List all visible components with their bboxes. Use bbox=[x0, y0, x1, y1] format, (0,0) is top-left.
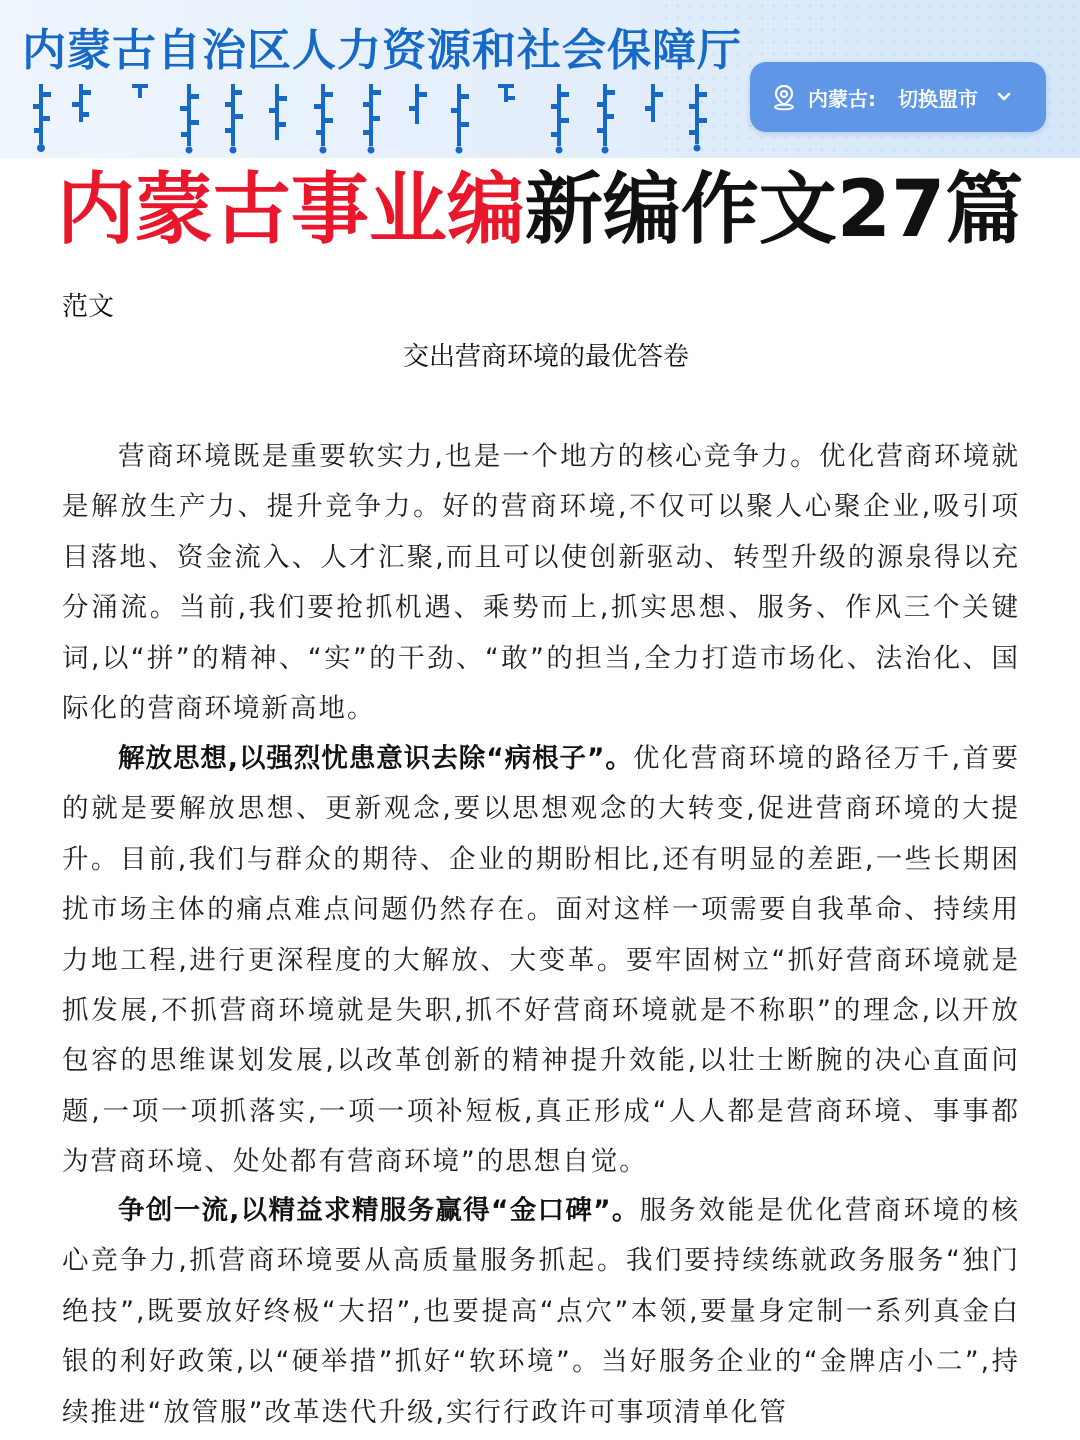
title-red-part: 内蒙古事业编 bbox=[56, 165, 525, 255]
title-black-part: 新编作文27篇 bbox=[524, 165, 1024, 255]
paragraph-text: 服务效能是优化营商环境的核心竞争力,抓营商环境要从高质量服务抓起。我们要持续练就政务服务“独门绝技”,既要放好终极“大招”,也要提高“点穴”本领,要量身定制一系列真金白银的利好政策,以“硬举措”抓好“软环境”。当好服务企业的“金牌店小二”,持续推进“放管服”改革迭代升级,实行行政许可事项清单化管 bbox=[62, 1195, 1021, 1428]
agency-name: 内蒙古自治区人力资源和社会保障厅 bbox=[22, 25, 742, 76]
paragraph-lead: 争创一流,以精益求精服务赢得“金口碑”。 bbox=[118, 1195, 640, 1226]
paragraph-text: 营商环境既是重要软实力,也是一个地方的核心竞争力。优化营商环境就是解放生产力、提升竞争力。好的营商环境,不仅可以聚人心聚企业,吸引项目落地、资金流入、人才汇聚,而且可以使创新驱动、转型升级的源泉得以充分涌流。当前,我们要抢抓机遇、乘势而上,抓实思想、服务、作风三个关键词,以“拼”的精神、“实”的干劲、“敢”的担当,全力打造市场化、法治化、国际化的营商环境新高地。 bbox=[62, 441, 1020, 725]
header-banner bbox=[0, 0, 1080, 158]
switch-region-button[interactable] bbox=[750, 62, 1046, 132]
switch-region-label: 切换盟市 bbox=[898, 86, 978, 111]
mongolian-script-logo bbox=[30, 84, 720, 154]
region-label: 内蒙古: bbox=[808, 86, 876, 111]
paragraph-section-2 bbox=[62, 1186, 1020, 1438]
essay-title: 交出营商环境的最优答卷 bbox=[402, 342, 689, 372]
section-label: 范文 bbox=[62, 292, 115, 322]
location-pin-icon bbox=[770, 83, 798, 111]
paragraph-section-1 bbox=[62, 734, 1020, 1188]
paragraph-intro bbox=[62, 432, 1020, 734]
chevron-down-icon bbox=[996, 89, 1012, 105]
paragraph-text: 优化营商环境的路径万千,首要的就是要解放思想、更新观念,要以思想观念的大转变,促进营商环境的大提升。目前,我们与群众的期待、企业的期盼相比,还有明显的差距,一些长期困扰市场主体的痛点难点问题仍然存在。面对这样一项需要自我革命、持续用力地工程,进行更深程度的大解放、大变革。要牢固树立“抓好营商环境就是抓发展,不抓营商环境就是失职,抓不好营商环境就是不称职”的理念,以开放包容的思维谋划发展,以改革创新的精神提升效能,以壮士断腕的决心直面问题,一项一项抓落实,一项一项补短板,真正形成“人人都是营商环境、事事都为营商环境、处处都有营商环境”的思想自觉。 bbox=[62, 743, 1020, 1178]
page-title bbox=[0, 160, 1080, 260]
paragraph-lead: 解放思想,以强烈忧患意识去除“病根子”。 bbox=[118, 743, 633, 774]
